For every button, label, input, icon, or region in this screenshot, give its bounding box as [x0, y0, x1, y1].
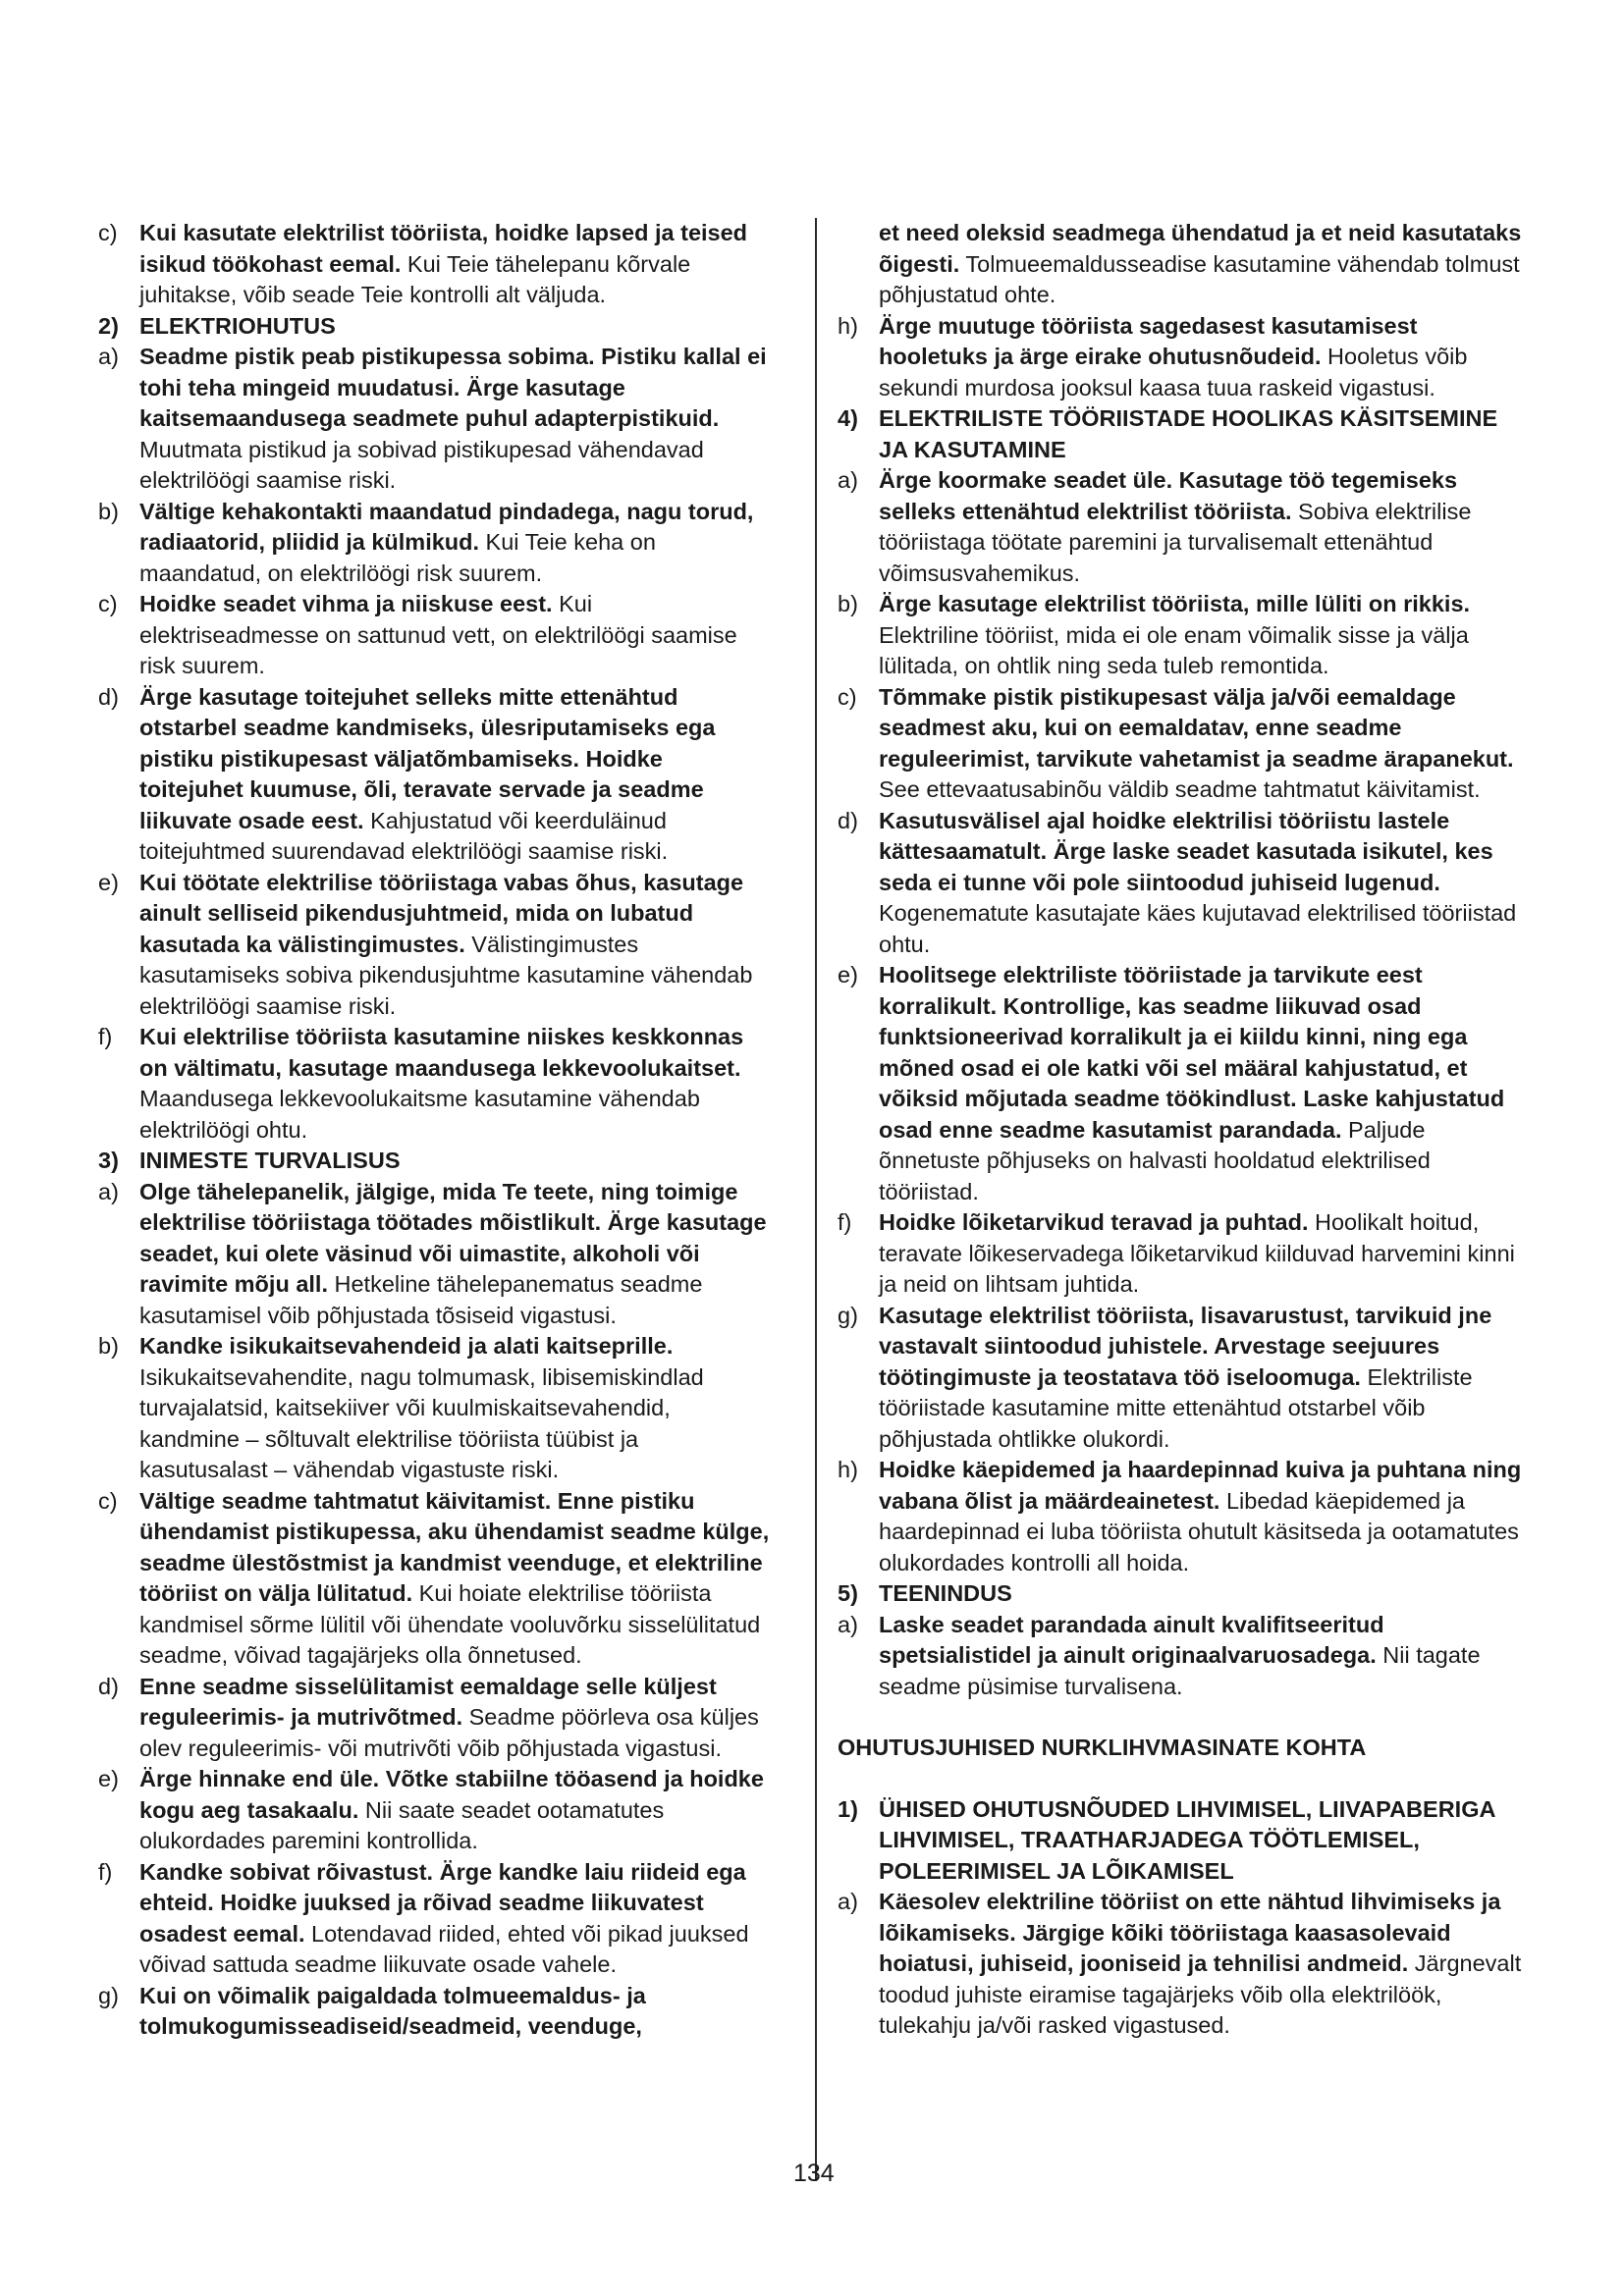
item-plain-text: Maandusega lekkevoolukaitsme kasutamine vähendab elektrilöögi ohtu.	[139, 1086, 700, 1143]
item-plain-text: Kahjustatud või keerduläinud toitejuhtmed suurendavad elektrilöögi saamise riski.	[139, 807, 669, 864]
item-label: c)	[98, 591, 118, 616]
item-bold-text: Seadme pistik peab pistikupessa sobima. Pistiku kallal ei tohi teha mingeid muudatusi. Ärge kasutage kaitsemaandusega seadmete puhul adapterpistikuid.	[139, 344, 767, 431]
list-item	[98, 682, 771, 868]
list-item	[838, 1610, 1525, 1703]
item-bold-text: Ärge hinnake end üle. Võtke stabiilne tööasend ja hoidke kogu aeg tasakaalu.	[139, 1766, 764, 1823]
item-label: f)	[98, 1858, 113, 1885]
item-bold-text: Hoidke käepidemed ja haardepinnad kuiva ja puhtana ning vabana õlist ja määrdeainetest.	[879, 1457, 1522, 1514]
item-bold-text: Vältige kehakontakti maandatud pindadega, nagu torud, radiaatorid, pliidid ja külmikud.	[139, 498, 754, 555]
list-item	[98, 868, 771, 1023]
item-label: h)	[838, 1457, 858, 1482]
item-label: b)	[838, 591, 858, 616]
item-label: c)	[838, 683, 857, 710]
section-heading	[98, 1146, 771, 1177]
item-label: e)	[98, 869, 119, 895]
item-plain-text: Järgnevalt toodud juhiste eiramise tagajärjeks võib olla elektrilöök, tulekahju ja/või rasked vigastused.	[879, 1950, 1522, 2038]
right-column	[838, 218, 1525, 2042]
item-text	[879, 311, 1525, 404]
list-item	[98, 342, 771, 497]
item-bold-text: Laske seadet parandada ainult kvalifitseeritud spetsialistidel ja ainult originaalvaruosadega.	[879, 1611, 1384, 1668]
section-heading	[838, 403, 1525, 465]
item-text	[139, 1857, 771, 1981]
item-bold-text: Kasutusvälisel ajal hoidke elektrilisi tööriistu lastele kättesaamatult. Ärge laske seadet kasutada isikutel, kes seda ei tunne või pole siintoodud juhiseid lugenud.	[879, 807, 1493, 895]
item-label	[838, 218, 879, 311]
column-divider	[815, 218, 817, 2181]
section-title: INIMESTE TURVALISUS	[139, 1148, 401, 1173]
item-plain-text: Kui hoiate elektrilise tööriista kandmisel sõrme lülitil või ühendate vooluvõrku sisselülitatud seadme, võivad tagajärjeks olla õnnetused.	[139, 1580, 761, 1668]
item-plain-text: Kui Teie keha on maandatud, on elektrilöögi risk suurem.	[139, 529, 656, 586]
list-item	[98, 1672, 771, 1765]
section-number: 1)	[838, 1795, 858, 1822]
item-label: e)	[838, 962, 858, 988]
item-bold-text: Tõmmake pistik pistikupesast välja ja/või eemaldage seadmest aku, kui on eemaldatav, enne seadme reguleerimist, tarvikute vahetamist ja seadme ärapanekut.	[879, 683, 1514, 772]
item-bold-text: Kui töötate elektrilise tööriistaga vabas õhus, kasutage ainult selliseid pikendusjuhtmeid, mida on lubatud kasutada ka välistingimustes.	[139, 869, 744, 957]
item-plain-text: Kogenematute kasutajate käes kujutavad elektrilised tööriistad ohtu.	[879, 900, 1517, 957]
item-plain-text: Elektriline tööriist, mida ei ole enam võimalik sisse ja välja lülitada, on ohtlik ning seda tuleb remontida.	[879, 621, 1469, 678]
section-heading	[838, 1794, 1525, 1888]
item-label: a)	[838, 1889, 858, 1914]
list-item	[838, 1207, 1525, 1301]
item-plain-text: Kui Teie tähelepanu kõrvale juhitakse, võib seade Teie kontrolli alt väljuda.	[139, 250, 691, 307]
item-label: f)	[98, 1024, 113, 1049]
item-label: d)	[838, 807, 858, 833]
item-text	[879, 1610, 1525, 1703]
item-bold-text: Kandke isikukaitsevahendeid ja alati kaitseprille.	[139, 1333, 674, 1359]
item-text	[139, 1177, 771, 1332]
item-text	[879, 465, 1525, 589]
item-plain-text: Nii saate seadet ootamatutes olukordades paremini kontrollida.	[139, 1796, 665, 1853]
list-item	[98, 1486, 771, 1672]
item-bold-text: Kasutage elektrilist tööriista, lisavarustust, tarvikuid jne vastavalt siintoodud juhistele. Arvestage seejuures töötingimuste ja teostatava töö iseloomuga.	[879, 1302, 1492, 1390]
list-item	[838, 1301, 1525, 1456]
list-item	[838, 960, 1525, 1207]
item-bold-text: Ärge kasutage toitejuhet selleks mitte ettenähtud otstarbel seadme kandmiseks, ülesriputamiseks ega pistiku pistikupesast väljatõmbamiseks. Hoidke toitejuhet kuumuse, õli, teravate servade ja seadme liikuvate osade eest.	[139, 683, 716, 833]
item-text	[139, 589, 771, 682]
list-item	[838, 1455, 1525, 1578]
list-item	[98, 218, 771, 311]
item-plain-text: See ettevaatusabinõu väldib seadme tahtmatut käivitamist.	[879, 776, 1481, 802]
list-item	[98, 589, 771, 682]
item-label: g)	[98, 1982, 119, 2008]
item-text	[139, 1764, 771, 1857]
item-plain-text: Hetkeline tähelepanematus seadme kasutamisel võib põhjustada tõsiseid vigastusi.	[139, 1271, 703, 1328]
section-title: ÜHISED OHUTUSNÕUDED LIHVIMISEL, LIIVAPABERIGA LIHVIMISEL, TRAATHARJADEGA TÖÖTLEMISEL, POLEERIMISEL JA LÕIKAMISEL	[879, 1795, 1495, 1884]
list-item	[838, 682, 1525, 806]
item-bold-text: Hoidke seadet vihma ja niiskuse eest.	[139, 591, 553, 616]
section-number: 4)	[838, 405, 858, 431]
section-title: ELEKTRILISTE TÖÖRIISTADE HOOLIKAS KÄSITSEMINE JA KASUTAMINE	[879, 405, 1498, 462]
section-number: 5)	[838, 1580, 858, 1606]
item-bold-text: Ärge muutuge tööriista sagedasest kasutamisest hooletuks ja ärge eirake ohutusnõudeid.	[879, 312, 1418, 369]
item-text	[879, 960, 1525, 1207]
item-plain-text: Hooletus võib sekundi murdosa jooksul kaasa tuua raskeid vigastusi.	[879, 344, 1468, 400]
item-text	[139, 218, 771, 311]
item-label: c)	[98, 1487, 118, 1514]
list-item	[98, 1857, 771, 1981]
item-plain-text: Isikukaitsevahendite, nagu tolmumask, libisemiskindlad turvajalatsid, kaitsekiiver või kuulmiskaitsevahendid, kandmine – sõltuvalt elektrilise tööriista tüübist ja kasutusalast – vähendab vigastuste riski.	[139, 1363, 704, 1482]
item-plain-text: Hoolikalt hoitud, teravate lõikeservadega lõiketarvikud kiilduvad harvemini kinni ja neid on lihtsam juhtida.	[879, 1209, 1515, 1297]
item-plain-text: Kui elektriseadmesse on sattunud vett, on elektrilöögi saamise risk suurem.	[139, 591, 737, 678]
item-bold-text: Ärge kasutage elektrilist tööriista, mille lüliti on rikkis.	[879, 591, 1471, 616]
item-plain-text: Nii tagate seadme püsimise turvalisena.	[879, 1642, 1481, 1699]
item-bold-text: Hoidke lõiketarvikud teravad ja puhtad.	[879, 1209, 1309, 1235]
item-label: b)	[98, 1333, 119, 1359]
item-text	[139, 1331, 771, 1486]
item-label: g)	[838, 1302, 858, 1328]
item-bold-text: Kui kasutate elektrilist tööriista, hoidke lapsed ja teised isikud töökohast eemal.	[139, 220, 748, 277]
list-item	[838, 465, 1525, 589]
section-number: 2)	[98, 312, 119, 339]
item-text	[879, 1301, 1525, 1456]
list-item	[838, 311, 1525, 404]
item-text	[139, 342, 771, 497]
item-text	[879, 1207, 1525, 1301]
main-heading: OHUTUSJUHISED NURKLIHVMASINATE KOHTA	[838, 1735, 1367, 1760]
item-text	[139, 868, 771, 1023]
item-bold-text: Olge tähelepanelik, jälgige, mida Te teete, ning toimige elektrilise tööriistaga töötades mõistlikult. Ärge kasutage seadet, kui olete väsinud või uimastite, alkoholi või ravimite mõju all.	[139, 1178, 767, 1297]
spacer	[838, 1764, 1525, 1794]
item-text	[879, 806, 1525, 961]
item-text	[139, 497, 771, 590]
section-title: ELEKTRIOHUTUS	[139, 312, 336, 339]
item-bold-text: Hoolitsege elektriliste tööriistade ja tarvikute eest korralikult. Kontrollige, kas seadme liikuvad osad funktsioneerivad korralikult ja ei kiildu kinni, ning ega mõned osad ei ole katki või sel määral kahjustatud, et võiksid mõjutada seadme töökindlust. Laske kahjustatud osad enne seadme kasutamist parandada.	[879, 962, 1505, 1143]
item-plain-text: Välistingimustes kasutamiseks sobiva pikendusjuhtme kasutamine vähendab elektrilöögi saamise riski.	[139, 931, 753, 1019]
item-plain-text: Elektriliste tööriistade kasutamine mitte ettenähtud otstarbel võib põhjustada ohtlikke olukordi.	[879, 1363, 1473, 1452]
item-label: d)	[98, 1673, 119, 1699]
section-heading	[98, 311, 771, 343]
list-item	[98, 1981, 771, 2043]
item-text	[879, 589, 1525, 682]
list-item	[98, 1331, 771, 1486]
left-column	[98, 218, 771, 2043]
item-label: a)	[98, 344, 119, 369]
item-plain-text: Muutmata pistikud ja sobivad pistikupesad vähendavad elektrilöögi saamise riski.	[139, 436, 704, 493]
item-text	[879, 218, 1525, 311]
item-label: e)	[98, 1766, 119, 1791]
item-bold-text: et need oleksid seadmega ühendatud ja et neid kasutataks õigesti.	[879, 220, 1522, 277]
item-plain-text: Lotendavad riided, ehted või pikad juuksed võivad sattuda seadme liikuvate osade vahele.	[139, 1920, 749, 1977]
list-item	[838, 806, 1525, 961]
item-bold-text: Kui elektrilise tööriista kasutamine niiskes keskkonnas on vältimatu, kasutage maandusega lekkevoolukaitset.	[139, 1024, 744, 1081]
item-bold-text: Kui on võimalik paigaldada tolmueemaldus- ja tolmukogumisseadiseid/seadmeid, veenduge,	[139, 1982, 646, 2039]
item-label: b)	[98, 498, 119, 524]
item-text	[139, 1672, 771, 1765]
item-bold-text: Vältige seadme tahtmatut käivitamist. Enne pistiku ühendamist pistikupessa, aku ühendamist seadme külge, seadme ülestõstmist ja kandmist veenduge, et elektriline tööriist on välja lülitatud.	[139, 1487, 770, 1606]
item-text	[139, 682, 771, 868]
item-plain-text: Tolmueemaldusseadise kasutamine vähendab tolmust põhjustatud ohte.	[879, 250, 1520, 307]
page-number: 134	[793, 2160, 835, 2187]
item-label: f)	[838, 1209, 852, 1235]
section-heading	[838, 1578, 1525, 1610]
spacer	[838, 1702, 1525, 1733]
item-label: a)	[838, 1611, 858, 1637]
section-number: 3)	[98, 1148, 119, 1173]
item-plain-text: Sobiva elektrilise tööriistaga töötate paremini ja turvalisemalt ettenähtud võimsusvahemikus.	[879, 498, 1472, 586]
list-item	[98, 1022, 771, 1146]
item-label: d)	[98, 683, 119, 710]
list-item	[838, 589, 1525, 682]
item-plain-text: Libedad käepidemed ja haardepinnad ei luba tööriista ohutult käsitseda ja ootamatutes olukordades kontrolli all hoida.	[879, 1487, 1519, 1575]
section-title: TEENINDUS	[879, 1580, 1012, 1606]
item-text	[139, 1486, 771, 1672]
item-text	[139, 1022, 771, 1146]
item-label: a)	[838, 467, 858, 493]
item-text	[879, 1887, 1525, 2042]
item-plain-text: Paljude õnnetuste põhjuseks on halvasti hooldatud elektrilised tööriistad.	[879, 1116, 1431, 1204]
list-item	[98, 1764, 771, 1857]
item-bold-text: Enne seadme sisselülitamist eemaldage selle küljest reguleerimis- ja mutrivõtmed.	[139, 1673, 717, 1730]
item-bold-text: Kandke sobivat rõivastust. Ärge kandke laiu riideid ega ehteid. Hoidke juuksed ja rõivad seadme liikuvatest osadest eemal.	[139, 1858, 746, 1947]
item-label: c)	[98, 220, 118, 245]
item-bold-text: Käesolev elektriline tööriist on ette nähtud lihvimiseks ja lõikamiseks. Järgige kõiki tööriistaga kaasasolevaid hoiatusi, juhiseid, jooniseid ja tehnilisi andmeid.	[879, 1889, 1501, 1976]
item-bold-text: Ärge koormake seadet üle. Kasutage töö tegemiseks selleks ettenähtud elektrilist tööriista.	[879, 467, 1458, 524]
list-item	[838, 1887, 1525, 2042]
list-item	[98, 1177, 771, 1332]
list-item	[838, 218, 1525, 311]
list-item	[98, 497, 771, 590]
item-text	[879, 682, 1525, 806]
item-label: a)	[98, 1178, 119, 1204]
item-plain-text: Seadme pöörleva osa küljes olev reguleerimis- või mutrivõti võib põhjustada vigastusi.	[139, 1704, 759, 1761]
item-label: h)	[838, 312, 858, 339]
item-text	[139, 1981, 771, 2043]
item-text	[879, 1455, 1525, 1578]
